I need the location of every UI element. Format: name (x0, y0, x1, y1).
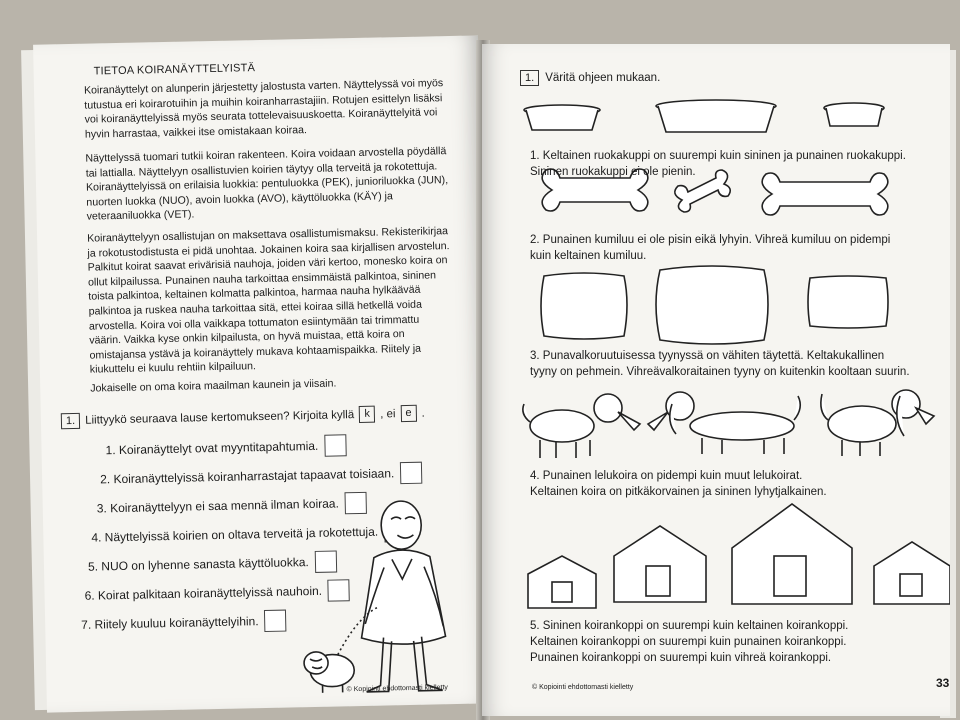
instruction-line: Keltainen koirankoppi on suurempi kuin punainen koirankoppi. (530, 636, 847, 648)
instruction-5 (530, 618, 930, 666)
right-page (482, 44, 950, 716)
instruction-2 (530, 232, 930, 264)
pillow-medium (808, 276, 888, 328)
paragraph-2: Näyttelyssä tuomari tutkii koiran rakenteen. Koira voidaan arvostella pöydällä tai lattialla. Näyttelyyn osallistuvien koirien täytyy olla terveitä ja rokotettuja. Koiranäyttelyissä on erilaisia luokkia: pentuluokka (PEK), junioriluokka (JUN), nuorten luokka (NUO), avoin luokka (AVO), käyttöluokka (KÄY) ja veteraaniluokka (VET). (85, 145, 449, 224)
toy-dog-2 (648, 392, 800, 454)
instruction-3 (530, 348, 930, 380)
question-text: 5. NUO on lyhenne sanasta käyttöluokka. (87, 554, 309, 574)
question-text: 7. Riitely kuuluu koiranäyttelyihin. (81, 613, 259, 632)
toy-dog-1 (523, 394, 640, 458)
instruction-line: Punainen koirankoppi on suurempi kuin vihreä koirankoppi. (530, 652, 832, 664)
page-number-right: 33 (936, 676, 950, 690)
paragraph-4: Jokaiselle on oma koira maailman kaunein ja viisain. (90, 377, 337, 395)
task-number: 1. (61, 412, 81, 428)
dog-house-large (732, 504, 852, 604)
instruction-line: Keltainen koira on pitkäkorvainen ja sininen lyhytjalkainen. (530, 486, 827, 498)
no-letter-box: e (400, 405, 416, 422)
instruction-line: 4. Punainen lelukoira on pidempi kuin muut lelukoirat. (530, 470, 803, 482)
toy-dog-3 (821, 390, 934, 456)
yes-letter-box: k (359, 406, 375, 423)
dog-house-medium-right (874, 542, 950, 604)
pillow-large (656, 266, 768, 344)
instruction-line: 5. Sininen koirankoppi on suurempi kuin keltainen koirankoppi. (530, 620, 849, 632)
instruction-line: 2. Punainen kumiluu ei ole pisin eikä lyhyin. Vihreä kumiluu on pidempi (530, 234, 891, 246)
task-heading (61, 405, 425, 430)
paragraph-3: Koiranäyttelyyn osallistujan on maksettava osallistumismaksu. Rekisterikirjaa ja rokotustodistusta ei pidä unohtaa. Jokainen koira saa kirjallisen arvostelun. Palkitut koirat saavat erivärisiä nauhoja, joiden väri kertoo, monesko koira on ollut kilpailussa. Punainen nauha tarkoittaa ensimmäistä palkintoa, sininen toista palkintoa, keltainen kolmatta palkintoa, harmaa nauha hylkäävää palkintoa ja ruskea nauha tarkoittaa sitä, ettei koiraa sillä hetkellä voida arvostella. Koira voi olla vaikkapa tottumaton esiintymään tai trimmattu väärin. Vaikka kyse onkin kilpailusta, on hyvä muistaa, että koira on omistajansa ystävä ja koiranäyttely mukava kohtaamispaikka. Riitely ja kiukuttelu ei kuulu rehtiin kilpailuun. (87, 225, 450, 376)
left-page (33, 35, 492, 712)
question-text: 2. Koiranäyttelyissä koiranharrastajat tapaavat toisiaan. (100, 465, 395, 486)
instruction-line: 1. Keltainen ruokakuppi on suurempi kuin sininen ja punainen ruokakuppi. (530, 150, 906, 162)
man-with-bulldog-illustration (293, 496, 467, 700)
answer-box[interactable] (264, 609, 286, 631)
instruction-4 (530, 468, 930, 500)
paragraph-1: Koiranäyttelyt on alunperin järjestetty jalostusta varten. Näyttelyssä voi myös tutustua eri koirarotuihin ja muihin koiranharrastajiin. Rotujen esittelyn lisäksi voi koiranäyttelyissä myös seurata tottelevaisuuskoetta. Koiranäyttelyitä voi hyvin harrastaa, vaikkei itse omistakaan koiraa. (83, 77, 444, 141)
question-text: 1. Koiranäyttelyt ovat myyntitapahtumia. (105, 438, 319, 457)
task-title: Väritä ohjeen mukaan. (545, 72, 661, 84)
food-bowl-large (656, 100, 776, 132)
dog-house-medium-left (614, 526, 706, 602)
answer-box[interactable] (324, 434, 346, 456)
instruction-1 (530, 148, 930, 180)
coloring-illustrations (482, 44, 950, 716)
copyright-right: © Kopiointi ehdottomasti kielletty (532, 684, 634, 691)
page-title: TIETOA KOIRANÄYTTELYISTÄ (93, 62, 256, 78)
question-text: 4. Näyttelyissä koirien on oltava terveitä ja rokotettuja. (91, 524, 379, 545)
instruction-line: tyyny on pehmein. Vihreävalkoraitainen tyyny on kuitenkin kooltaan suurin. (530, 366, 910, 378)
task-instruction: Liittyykö seuraava lause kertomukseen? Kirjoita kyllä (84, 408, 355, 427)
instruction-line: 3. Punavalkoruutuisessa tyynyssä on vähiten täytettä. Keltakukallinen (530, 350, 885, 362)
task-number: 1. (520, 70, 539, 86)
copyright-left: © Kopiointi ehdottomasti kielletty (346, 684, 448, 694)
task-separator: , ei (380, 407, 396, 421)
task-end: . (421, 407, 425, 420)
question-text: 6. Koirat palkitaan koiranäyttelyissä nauhoin. (84, 583, 323, 603)
dog-house-small (528, 556, 596, 608)
food-bowl-medium (824, 103, 884, 126)
instruction-line: kuin keltainen kumiluu. (530, 250, 647, 262)
food-bowl-small (524, 105, 600, 130)
answer-box[interactable] (400, 461, 422, 483)
question-text: 3. Koiranäyttelyyn ei saa mennä ilman koiraa. (96, 495, 340, 515)
instruction-line: Sininen ruokakuppi ei ole pienin. (530, 166, 696, 178)
pillow-small (541, 273, 627, 339)
